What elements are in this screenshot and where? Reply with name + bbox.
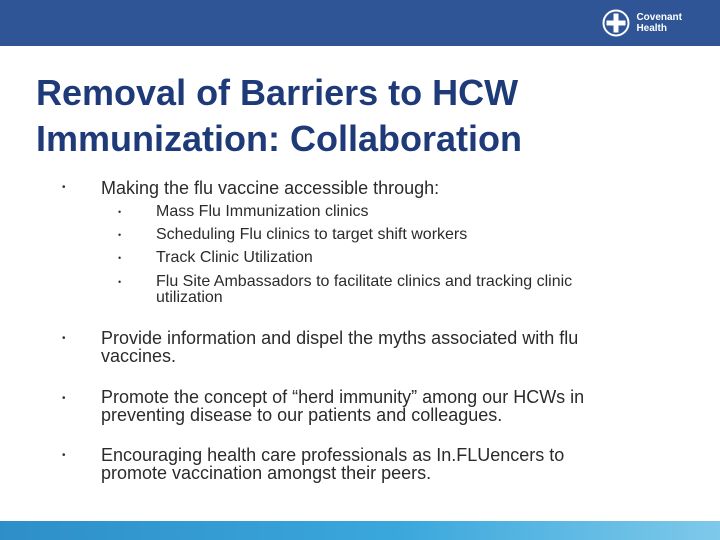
sub-bullet-marker: • <box>118 277 122 287</box>
sub-item-shift-workers: Scheduling Flu clinics to target shift workers <box>156 226 468 243</box>
sub-item-mass-clinics: Mass Flu Immunization clinics <box>156 203 369 220</box>
sub-item-ambassadors-line-1: Flu Site Ambassadors to facilitate clinics and tracking clinic <box>156 273 573 290</box>
bullet-marker: • <box>62 450 66 461</box>
bullet-item-dispel-myths <box>101 329 661 365</box>
bullet-marker: • <box>62 393 66 404</box>
sub-bullet-marker: • <box>118 253 122 263</box>
logo-text <box>636 12 682 34</box>
sub-item-ambassadors-line-2: utilization <box>156 289 223 306</box>
header-bar <box>0 0 720 46</box>
cross-emblem-icon <box>602 9 630 37</box>
title-line-2: Immunization: Collaboration <box>36 118 522 159</box>
sub-bullet-marker: • <box>118 230 122 240</box>
slide-title <box>36 70 696 162</box>
footer-bar <box>0 521 720 540</box>
bullet-item-dispel-myths-line-2: vaccines. <box>101 346 177 366</box>
title-line-1: Removal of Barriers to HCW <box>36 72 519 113</box>
sub-bullet-marker: • <box>118 207 122 217</box>
bullet-item-herd-immunity-line-2: preventing disease to our patients and colleagues. <box>101 405 503 425</box>
bullet-item-influencers <box>101 446 661 482</box>
covenant-health-logo <box>602 8 682 38</box>
logo-line-2: Health <box>636 23 667 34</box>
bullet-item-influencers-line-1: Encouraging health care professionals as In.FLUencers to <box>101 445 565 465</box>
bullet-item-herd-immunity-line-1: Promote the concept of “herd immunity” among our HCWs in <box>101 387 585 407</box>
bullet-item-flu-access: Making the flu vaccine accessible through: <box>101 178 440 198</box>
sub-item-track-utilization: Track Clinic Utilization <box>156 249 313 266</box>
bullet-item-herd-immunity <box>101 388 661 424</box>
bullet-marker: • <box>62 333 66 344</box>
sub-item-ambassadors <box>156 274 656 306</box>
bullet-item-dispel-myths-line-1: Provide information and dispel the myths associated with flu <box>101 328 579 348</box>
bullet-marker: • <box>62 182 66 193</box>
bullet-item-influencers-line-2: promote vaccination amongst their peers. <box>101 463 432 483</box>
logo-line-1: Covenant <box>636 12 682 23</box>
